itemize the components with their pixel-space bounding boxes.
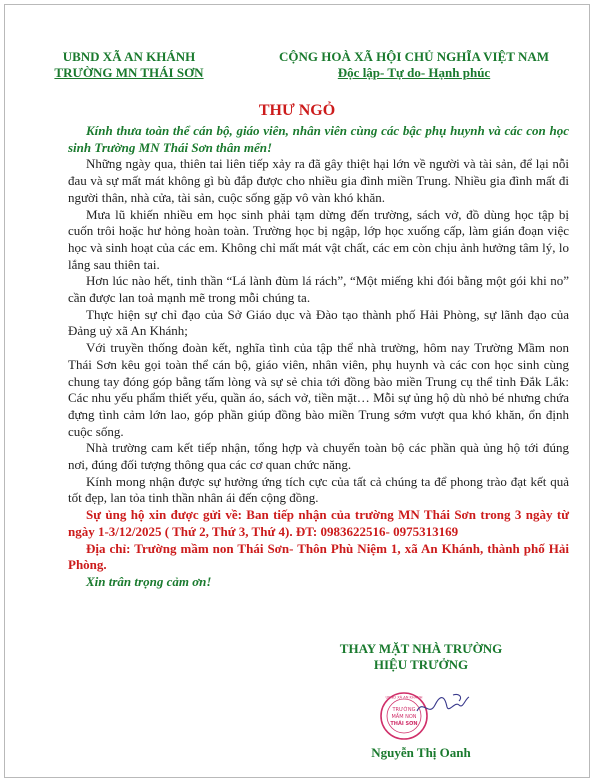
paragraph: Kính mong nhận được sự hưởng ứng tích cực của tất cả chúng ta để phong trào đạt kết quả tốt đẹp, lan tỏa tinh thần nhân ái đến cộng đồng.: [68, 473, 569, 506]
letter-body: [68, 123, 569, 591]
letter-title: THƯ NGỎ: [258, 102, 336, 119]
paragraph: Mưa lũ khiến nhiều em học sinh phải tạm dừng đến trường, sách vở, đồ dùng học tập bị cuốn trôi hoặc hư hỏng hoàn toàn. Trường học bị ngập, lớp học xuống cấp, làm gián đoạn việc học và sinh hoạt của các em. Không chỉ mất mát vật chất, các em còn chịu ảnh hưởng tâm lý, lo lắng sau thiên tai.: [68, 206, 569, 272]
document-page: [4, 4, 590, 778]
closing-line: Xin trân trọng cảm ơn!: [86, 573, 212, 589]
school-address: Địa chỉ: Trường mầm non Thái Sơn- Thôn Phù Niệm 1, xã An Khánh, thành phố Hải Phòng.: [68, 540, 569, 573]
paragraph: Nhà trường cam kết tiếp nhận, tổng hợp và chuyển toàn bộ các phần quà ủng hộ tới đúng nơi, đúng đối tượng thông qua các cơ quan chức năng.: [68, 440, 569, 473]
stamp-top-text: UBND XÃ AN KHÁNH: [385, 695, 423, 700]
national-header: [255, 49, 573, 81]
paragraph: Với truyền thống đoàn kết, nghĩa tình của tập thể nhà trường, hôm nay Trường Mầm non Thái Sơn kêu gọi toàn thể cán bộ, giáo viên, nhân viên, phụ huynh và các con học sinh cùng chung tay đóng góp bằng tấm lòng và sự sẻ chia tới đồng bào miền Trung cụ thể tỉnh Đắk Lắk: Các nhu yếu phẩm thiết yếu, quần áo, sách vở, tiền mặt… Mỗi sự ủng hộ dù nhỏ bé nhưng chứa đựng tình cảm lớn lao, góp phần giúp đồng bào miền Trung sớm vượt qua khó khăn, ổn định cuộc sống.: [68, 340, 569, 439]
letter-greeting: Kính thưa toàn thể cán bộ, giáo viên, nhân viên cùng các bậc phụ huynh và các con học sinh Trường MN Thái Sơn thân mến!: [68, 123, 569, 155]
stamp-text: TRƯỜNG: [392, 707, 416, 713]
paragraph: Hơn lúc nào hết, tinh thần “Lá lành đùm lá rách”, “Một miếng khi đói bằng một gói khi no” cần được lan toả mạnh mẽ trong mỗi chúng ta.: [68, 273, 569, 306]
paragraph: Thực hiện sự chỉ đạo của Sở Giáo dục và Đào tạo thành phố Hải Phòng, sự lãnh đạo của Đảng uỷ xã An Khánh;: [68, 306, 569, 339]
support-notice: Sự ủng hộ xin được gửi về: Ban tiếp nhận của trường MN Thái Sơn trong 3 ngày từ ngày 1-3/12/2025 ( Thứ 2, Thứ 3, Thứ 4). ĐT: 0983622516- 0975313169: [68, 507, 569, 539]
signature-line2: HIỆU TRƯỞNG: [373, 657, 469, 672]
issuer-school: TRƯỜNG MN THÁI SƠN: [54, 65, 204, 80]
issuer-authority: UBND XÃ AN KHÁNH: [62, 49, 196, 64]
stamp-text: MẦM NON: [391, 714, 417, 720]
national-motto: Độc lập- Tự do- Hạnh phúc: [337, 65, 491, 80]
stamp-text: THÁI SƠN: [390, 721, 418, 727]
paragraph: Những ngày qua, thiên tai liên tiếp xảy ra đã gây thiệt hại lớn về người và tài sản, để lại nỗi đau và sự mất mát không gì bù đắp được cho nhiều gia đình miền Trung. Nhiều gia đình mất đi người thân, nhà cửa, tài sản, cuộc sống gặp vô vàn khó khăn.: [68, 156, 569, 205]
national-name: CỘNG HOÀ XÃ HỘI CHỦ NGHĨA VIỆT NAM: [278, 49, 550, 64]
signer-name: Nguyễn Thị Oanh: [371, 745, 471, 760]
handwritten-signature: [413, 691, 473, 721]
signature-block: [335, 641, 507, 673]
issuer-header: [41, 49, 217, 81]
signature-line1: THAY MẶT NHÀ TRƯỜNG: [339, 641, 503, 656]
